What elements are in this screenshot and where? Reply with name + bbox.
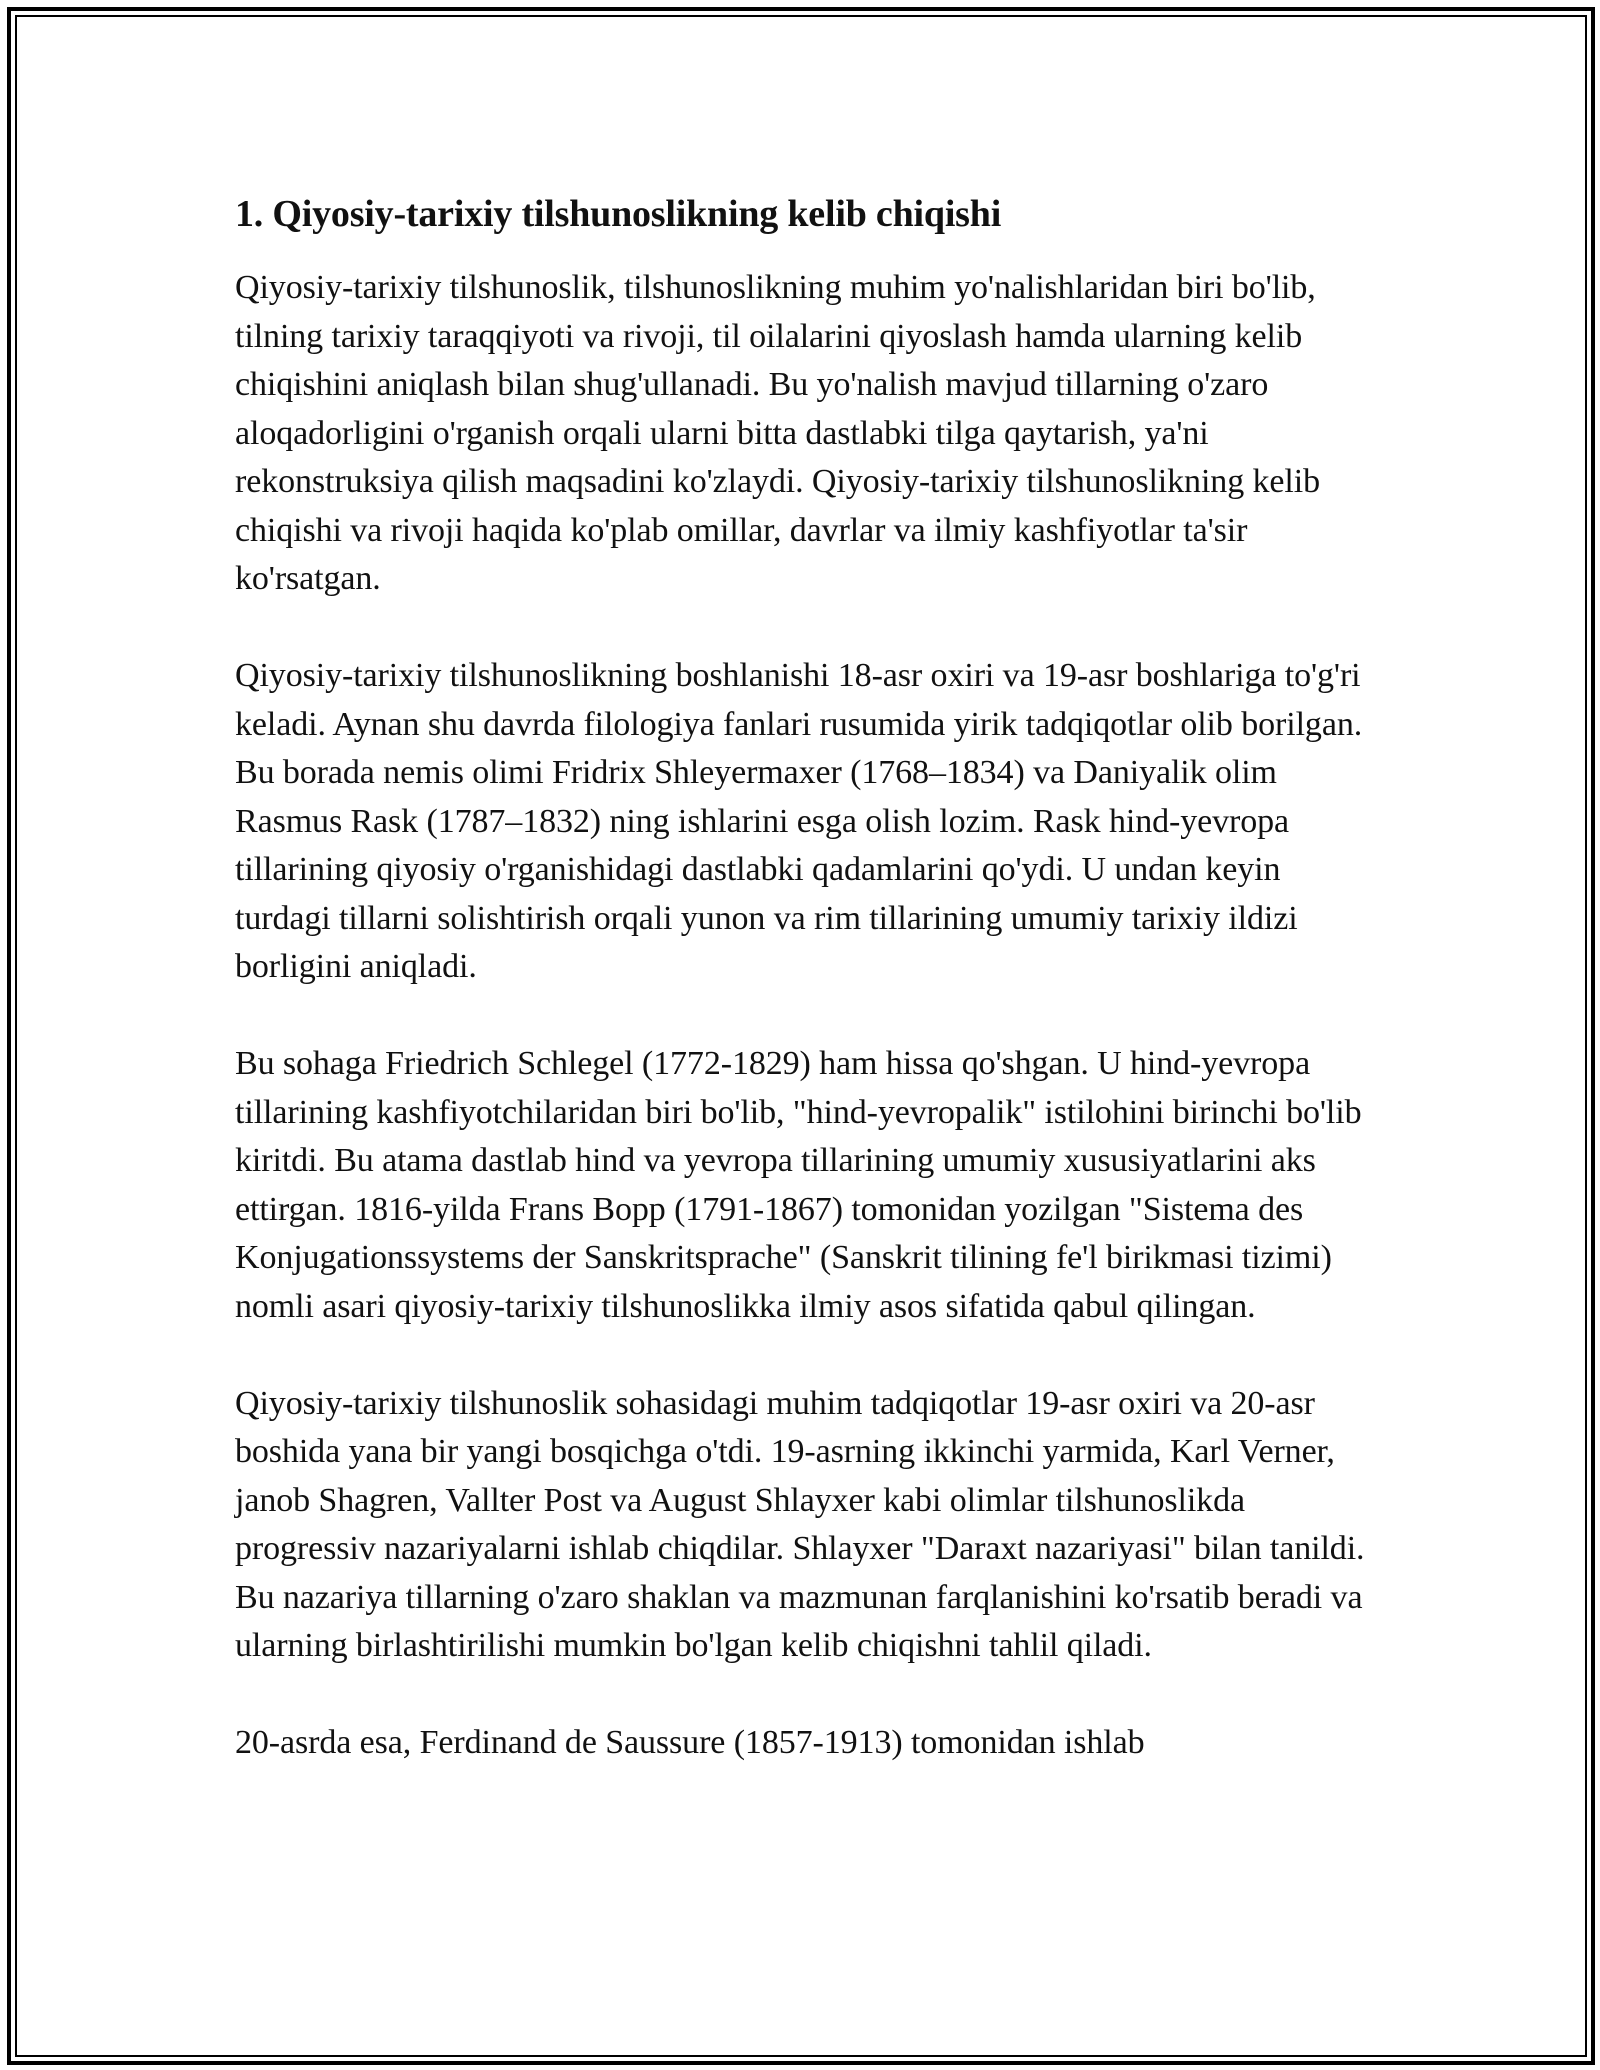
paragraph-1: Qiyosiy-tarixiy tilshunoslik, tilshunoslikning muhim yo'nalishlaridan biri bo'lib, tilning tarixiy taraqqiyoti va rivoji, til oilalarini qiyoslash hamda ularning kelib chiqishini aniqlash bilan shug'ullanadi. Bu yo'nalish mavjud tillarning o'zaro aloqadorligini o'rganish orqali ularni bitta dastlabki tilga qaytarish, ya'ni rekonstruksiya qilish maqsadini ko'zlaydi. Qiyosiy-tarixiy tilshunoslikning kelib chiqishi va rivoji haqida ko'plab omillar, davrlar va ilmiy kashfiyotlar ta'sir ko'rsatgan. [235,269,1320,597]
paragraph-2: Qiyosiy-tarixiy tilshunoslikning boshlanishi 18-asr oxiri va 19-asr boshlariga to'g'ri keladi. Aynan shu davrda filologiya fanlari rusumida yirik tadqiqotlar olib borilgan. Bu borada nemis olimi Fridrix Shleyermaxer (1768–1834) va Daniyalik olim Rasmus Rask (1787–1832) ning ishlarini esga olish lozim. Rask hind-yevropa tillarining qiyosiy o'rganishidagi dastlabki qadamlarini qo'ydi. U undan keyin turdagi tillarni solishtirish orqali yunon va rim tillarining umumiy tarixiy ildizi borligini aniqladi. [235,657,1363,985]
paragraph-3: Bu sohaga Friedrich Schlegel (1772-1829) ham hissa qo'shgan. U hind-yevropa tillarining kashfiyotchilaridan biri bo'lib, "hind-yevropalik" istilohini birinchi bo'lib kiritdi. Bu atama dastlab hind va yevropa tillarining umumiy xususiyatlarini aks ettirgan. 1816-yilda Frans Bopp (1791-1867) tomonidan yozilgan "Sistema des Konjugationssystems der Sanskritsprache" (Sanskrit tilining fe'l birikmasi tizimi) nomli asari qiyosiy-tarixiy tilshunoslikka ilmiy asos sifatida qabul qilingan. [235,1045,1362,1325]
paragraph-4: Qiyosiy-tarixiy tilshunoslik sohasidagi muhim tadqiqotlar 19-asr oxiri va 20-asr boshida yana bir yangi bosqichga o'tdi. 19-asrning ikkinchi yarmida, Karl Verner, janob Shagren, Vallter Post va August Shlayxer kabi olimlar tilshunoslikda progressiv nazariyalarni ishlab chiqdilar. Shlayxer "Daraxt nazariyasi" bilan tanildi. Bu nazariya tillarning o'zaro shaklan va mazmunan farqlanishini ko'rsatib beradi va ularning birlashtirilishi mumkin bo'lgan kelib chiqishni tahlil qiladi. [235,1384,1365,1664]
paragraph-5: 20-asrda esa, Ferdinand de Saussure (1857-1913) tomonidan ishlab [235,1724,1145,1761]
document-body [235,186,1380,1816]
section-heading: 1. Qiyosiy-tarixiy tilshunoslikning kelib chiqishi [235,193,1002,235]
